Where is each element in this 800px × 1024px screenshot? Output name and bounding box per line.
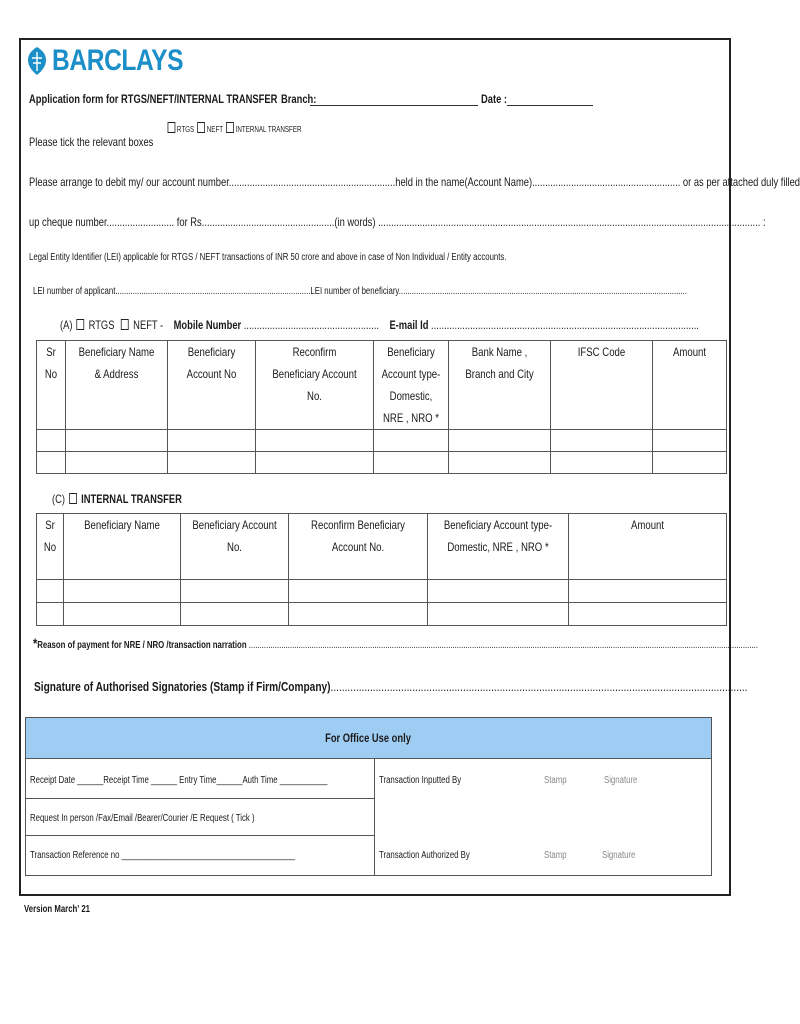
tick-instruction: Please tick the relevant boxes — [29, 135, 154, 149]
section-c-prefix: (C) — [52, 492, 66, 506]
debit-text-b: held in the name(Account Name) — [395, 175, 533, 189]
internal-transfer-section-checkbox[interactable] — [69, 493, 77, 504]
col-amount: Amount — [653, 341, 727, 430]
amount-figures-field[interactable]: .................................................. — [204, 215, 335, 229]
branch-label: Branch: — [281, 92, 317, 106]
section-a-header — [60, 318, 699, 332]
col-sr-no: Sr No — [37, 341, 66, 430]
office-use-box — [25, 717, 712, 876]
col-account-type: Beneficiary Account type- Domestic, NRE , NRO * — [374, 341, 449, 430]
debit-line-1 — [29, 175, 800, 189]
debit-text-a: Please arrange to debit my/ our account number — [29, 175, 229, 189]
table-row — [37, 430, 727, 452]
signature-field[interactable]: .................................................................................................................................................... — [330, 679, 748, 694]
office-row-line — [26, 835, 374, 836]
date-field[interactable] — [507, 93, 593, 106]
col-ifsc-code: IFSC Code — [551, 341, 653, 430]
debit-text-f: (in words) — [334, 215, 376, 229]
lei-line — [33, 286, 687, 297]
amount-words-field[interactable]: ................................................................................................................................................... : — [378, 215, 766, 229]
form-title: Application form for RTGS/NEFT/INTERNAL TRANSFER — [29, 92, 278, 106]
mobile-field[interactable]: .................................................... — [243, 318, 380, 332]
internal-transfer-checkbox[interactable] — [226, 122, 234, 133]
brand-name: BARCLAYS — [52, 44, 184, 77]
receipt-line: Receipt Date ______Receipt Time ______ Entry Time______Auth Time ___________ — [30, 775, 328, 786]
signature-label-office: Signature — [604, 775, 638, 786]
col-sr-no: Sr No — [37, 514, 64, 580]
signature-label: Signature of Authorised Signatories (Stamp if Firm/Company) — [34, 679, 331, 694]
cheque-number-field[interactable]: .......................... — [106, 215, 175, 229]
table-row — [37, 452, 727, 474]
neft-checkbox[interactable] — [197, 122, 205, 133]
section-a-prefix: (A) — [60, 318, 73, 332]
barclays-logo — [26, 44, 212, 78]
debit-line-2 — [29, 215, 766, 229]
debit-text-d: up cheque number — [29, 215, 107, 229]
rtgs-checkbox[interactable] — [168, 122, 176, 133]
signature-line — [34, 679, 747, 694]
account-number-field[interactable]: ................................................................ — [228, 175, 396, 189]
col-beneficiary-account-no: Beneficiary Account No. — [181, 514, 289, 580]
eagle-icon — [26, 46, 48, 76]
tick-option-neft: NEFT — [206, 125, 223, 134]
office-divider — [374, 758, 375, 875]
col-beneficiary-account-no: Beneficiary Account No — [168, 341, 256, 430]
col-amount: Amount — [569, 514, 727, 580]
inputted-by-label: Transaction Inputted By — [379, 775, 462, 786]
reason-line — [33, 635, 758, 651]
section-c-header — [52, 492, 182, 506]
mobile-label: Mobile Number — [173, 318, 242, 332]
version-label: Version March' 21 — [24, 904, 91, 915]
section-a-table — [36, 340, 727, 474]
col-account-type: Beneficiary Account type- Domestic, NRE , NRO * — [428, 514, 569, 580]
col-reconfirm-account-no: Reconfirm Beneficiary Account No. — [289, 514, 428, 580]
reference-line: Transaction Reference no ________________________________________ — [30, 850, 296, 861]
stamp-label: Stamp — [544, 850, 567, 861]
email-label: E-mail Id — [389, 318, 429, 332]
section-c-label: INTERNAL TRANSFER — [81, 492, 182, 506]
office-use-header — [26, 718, 711, 759]
section-c-header-row — [37, 514, 727, 580]
account-name-field[interactable]: ......................................................... — [532, 175, 681, 189]
lei-beneficiary-field[interactable]: ..................................................................................................................................... — [398, 286, 687, 297]
authorized-by-label: Transaction Authorized By — [379, 850, 470, 861]
office-use-title: For Office Use only — [325, 731, 412, 745]
table-row — [37, 580, 727, 603]
col-beneficiary-name: Beneficiary Name — [64, 514, 181, 580]
section-a-rtgs-label: RTGS — [88, 318, 115, 332]
lei-note: Legal Entity Identifier (LEI) applicable for RTGS / NEFT transactions of INR 50 crore and above in case of Non Individual / Entity accounts. — [29, 252, 507, 263]
branch-field[interactable] — [310, 93, 478, 106]
email-field[interactable]: ....................................................................................................... — [431, 318, 699, 332]
debit-text-e: for Rs. — [176, 215, 205, 229]
tick-options — [166, 122, 302, 134]
lei-applicant-label: LEI number of applicant — [33, 286, 116, 297]
tick-option-rtgs: RTGS — [176, 125, 195, 134]
stamp-label: Stamp — [544, 775, 567, 786]
debit-text-c: or as per attached duly filled — [682, 175, 800, 189]
lei-applicant-field[interactable]: .......................................................................................... — [115, 286, 311, 297]
col-reconfirm-account-no: Reconfirm Beneficiary Account No. — [256, 341, 374, 430]
reason-field[interactable]: ........................................................................................................................................................................................................................................... — [248, 640, 759, 651]
request-line: Request In person /Fax/Email /Bearer/Courier /E Request ( Tick ) — [30, 813, 255, 824]
section-a-header-row — [37, 341, 727, 430]
tick-option-internal: INTERNAL TRANSFER — [235, 125, 302, 134]
lei-beneficiary-label: LEI number of beneficiary — [310, 286, 399, 297]
signature-label-office: Signature — [602, 850, 636, 861]
section-a-rtgs-checkbox[interactable] — [77, 319, 85, 330]
office-row-line — [26, 798, 374, 799]
col-bank-branch-city: Bank Name , Branch and City — [449, 341, 551, 430]
table-row — [37, 603, 727, 626]
section-c-table — [36, 513, 727, 626]
section-a-neft-label: NEFT - — [133, 318, 164, 332]
reason-label: Reason of payment for NRE / NRO /transaction narration — [37, 640, 247, 651]
section-a-neft-checkbox[interactable] — [121, 319, 129, 330]
date-label: Date : — [481, 92, 508, 106]
reason-star: * — [33, 635, 38, 651]
col-beneficiary-name-address: Beneficiary Name & Address — [66, 341, 168, 430]
